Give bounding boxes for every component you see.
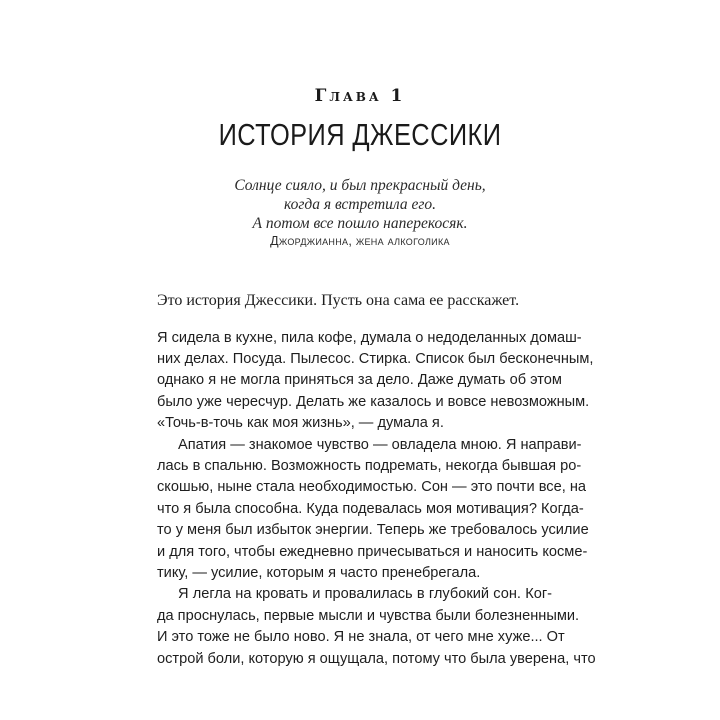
epigraph bbox=[0, 176, 720, 233]
body-text bbox=[157, 290, 596, 670]
text-line: острой боли, которую я ощущала, потому что была уверена, что bbox=[157, 650, 596, 667]
epigraph-line: А потом все пошло наперекосяк. bbox=[252, 215, 468, 232]
text-line: Я сидела в кухне, пила кофе, думала о недоделанных домаш- bbox=[157, 329, 582, 346]
epigraph-attribution: Джорджианна, жена алкоголика bbox=[270, 234, 450, 248]
paragraph bbox=[157, 584, 596, 670]
text-line: них делах. Посуда. Пылесос. Стирка. Список был бесконечным, bbox=[157, 350, 594, 367]
text-line: лась в спальню. Возможность подремать, некогда бывшая ро- bbox=[157, 457, 582, 474]
text-line: И это тоже не было ново. Я не знала, от чего мне хуже... От bbox=[157, 629, 565, 646]
text-line: и для того, чтобы ежедневно причесываться и наносить косме- bbox=[157, 543, 588, 560]
text-line: было уже чересчур. Делать же казалось и вовсе невозможным. bbox=[157, 393, 590, 410]
text-line: то у меня был избыток энергии. Теперь же требовалось усилие bbox=[157, 522, 589, 539]
epigraph-line: когда я встретила его. bbox=[283, 196, 437, 213]
text-line: однако я не могла приняться за дело. Даже думать об этом bbox=[157, 372, 562, 389]
text-line: Апатия — знакомое чувство — овладела мною. Я направи- bbox=[178, 436, 582, 453]
intro-paragraph: Это история Джессики. Пусть она сама ее расскажет. bbox=[157, 292, 520, 309]
text-line: тику, — усилие, которым я часто пренебрегала. bbox=[157, 564, 481, 581]
text-line: «Точь-в-точь как моя жизнь», — думала я. bbox=[157, 415, 444, 432]
paragraph bbox=[157, 435, 589, 585]
text-line: да проснулась, первые мысли и чувства были болезненными. bbox=[157, 607, 580, 624]
paragraph bbox=[157, 328, 594, 435]
chapter-title: ИСТОРИЯ ДЖЕССИКИ bbox=[218, 117, 502, 152]
chapter-label: Глава 1 bbox=[314, 86, 406, 106]
epigraph-line: Солнце сияло, и был прекрасный день, bbox=[234, 177, 486, 194]
text-line: что я была способна. Куда подевалась моя мотивация? Когда- bbox=[157, 500, 584, 517]
text-line: скошью, ныне стала необходимостью. Сон — это почти все, на bbox=[157, 479, 586, 496]
text-line: Я легла на кровать и провалилась в глубокий сон. Ког- bbox=[178, 586, 552, 603]
